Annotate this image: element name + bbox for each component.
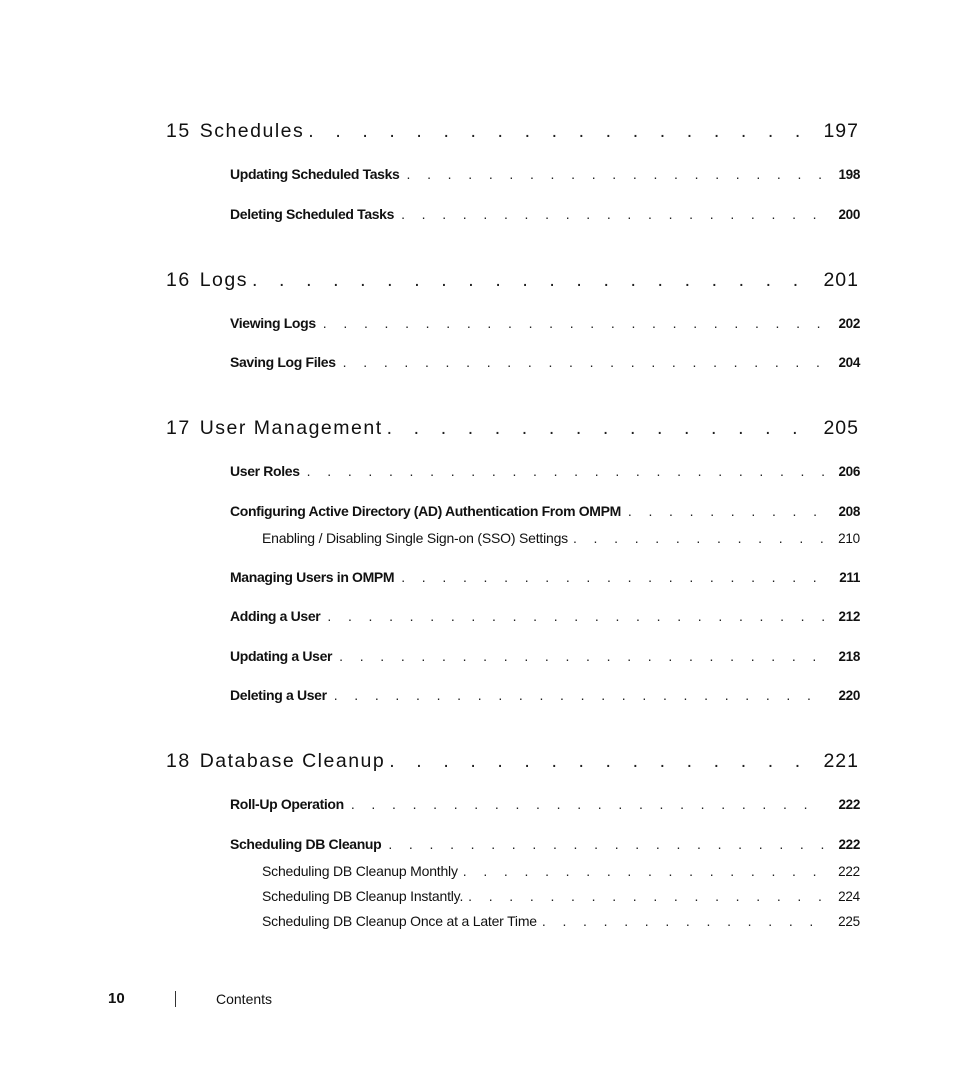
toc-subsection[interactable] — [262, 863, 860, 879]
toc-leader-dots — [252, 269, 809, 292]
toc-section[interactable] — [230, 166, 860, 182]
toc-section-title: Deleting a User — [230, 687, 327, 703]
toc-leader-dots — [351, 796, 825, 812]
toc-page-number: 198 — [838, 167, 860, 182]
toc-subsection[interactable] — [262, 913, 860, 929]
toc-page-number: 211 — [839, 570, 860, 585]
toc-section[interactable] — [230, 687, 860, 703]
toc-subsection-title: Enabling / Disabling Single Sign-on (SSO) Settings — [262, 530, 568, 546]
toc-section-title: Configuring Active Directory (AD) Authentication From OMPM — [230, 503, 621, 519]
toc-leader-dots — [389, 750, 809, 773]
toc-section-title: Deleting Scheduled Tasks — [230, 206, 395, 222]
toc-leader-dots — [401, 569, 825, 585]
toc-page-number: 202 — [838, 316, 860, 331]
footer-section-label: Contents — [216, 991, 273, 1007]
toc-chapter-15[interactable] — [166, 120, 859, 143]
toc-page-number: 222 — [838, 864, 860, 879]
toc-subsection-title: Scheduling DB Cleanup Once at a Later Time — [262, 913, 537, 929]
toc-section[interactable] — [230, 206, 860, 222]
toc-section-title: Viewing Logs — [230, 315, 316, 331]
toc-chapter-title: 18 Database Cleanup — [166, 750, 386, 772]
toc-section-title: Scheduling DB Cleanup — [230, 836, 382, 852]
toc-leader-dots — [334, 687, 825, 703]
toc-leader-dots — [387, 417, 810, 440]
toc-leader-dots — [307, 463, 825, 479]
toc-page-number: 222 — [838, 837, 860, 852]
toc-page-number: 220 — [838, 688, 860, 703]
toc-section[interactable] — [230, 608, 860, 624]
toc-chapter-title: 16 Logs — [166, 269, 248, 291]
toc-page-number: 208 — [838, 504, 860, 519]
toc-leader-dots — [468, 888, 824, 904]
toc-chapter-title: 17 User Management — [166, 417, 383, 439]
toc-leader-dots — [343, 354, 825, 370]
toc-leader-dots — [463, 863, 824, 879]
toc-chapter-16[interactable] — [166, 269, 859, 292]
toc-section[interactable] — [230, 796, 860, 812]
toc-page-number: 197 — [823, 120, 859, 142]
toc-page-number: 200 — [838, 207, 860, 222]
toc-section[interactable] — [230, 836, 860, 852]
toc-subsection-title: Scheduling DB Cleanup Instantly. — [262, 888, 464, 904]
toc-page-number: 222 — [838, 797, 860, 812]
toc-page-number: 201 — [823, 269, 859, 291]
toc-leader-dots — [628, 503, 825, 519]
toc-page-number: 224 — [838, 889, 860, 904]
toc-leader-dots — [388, 836, 824, 852]
toc-page-number: 212 — [838, 609, 860, 624]
toc-leader-dots — [407, 166, 825, 182]
toc-section[interactable] — [230, 463, 860, 479]
footer-page-number: 10 — [108, 990, 125, 1007]
toc-section[interactable] — [230, 503, 860, 519]
toc-section-title: Updating Scheduled Tasks — [230, 166, 400, 182]
toc-chapter-17[interactable] — [166, 417, 859, 440]
toc-section[interactable] — [230, 354, 860, 370]
toc-page-number: 205 — [823, 417, 859, 439]
toc-section-title: User Roles — [230, 463, 300, 479]
toc-leader-dots — [308, 120, 809, 143]
toc-page-number: 225 — [838, 914, 860, 929]
toc-section-title: Saving Log Files — [230, 354, 336, 370]
toc-page-number: 210 — [838, 531, 860, 546]
toc-leader-dots — [401, 206, 824, 222]
footer-divider — [175, 991, 176, 1007]
toc-page-number: 218 — [838, 649, 860, 664]
toc-chapter-title: 15 Schedules — [166, 120, 305, 142]
toc-subsection[interactable] — [262, 888, 860, 904]
toc-subsection-title: Scheduling DB Cleanup Monthly — [262, 863, 458, 879]
toc-section[interactable] — [230, 569, 860, 585]
toc-page-number: 204 — [838, 355, 860, 370]
toc-leader-dots — [542, 913, 824, 929]
toc-leader-dots — [327, 608, 824, 624]
toc-section-title: Updating a User — [230, 648, 333, 664]
toc-section-title: Adding a User — [230, 608, 321, 624]
toc-chapter-18[interactable] — [166, 750, 859, 773]
toc-section[interactable] — [230, 315, 860, 331]
toc-leader-dots — [573, 530, 824, 546]
toc-page-number: 206 — [838, 464, 860, 479]
toc-section[interactable] — [230, 648, 860, 664]
toc-subsection[interactable] — [262, 530, 860, 546]
toc-section-title: Managing Users in OMPM — [230, 569, 395, 585]
toc-leader-dots — [339, 648, 824, 664]
toc-leader-dots — [323, 315, 825, 331]
toc-page-number: 221 — [823, 750, 859, 772]
toc-section-title: Roll-Up Operation — [230, 796, 344, 812]
